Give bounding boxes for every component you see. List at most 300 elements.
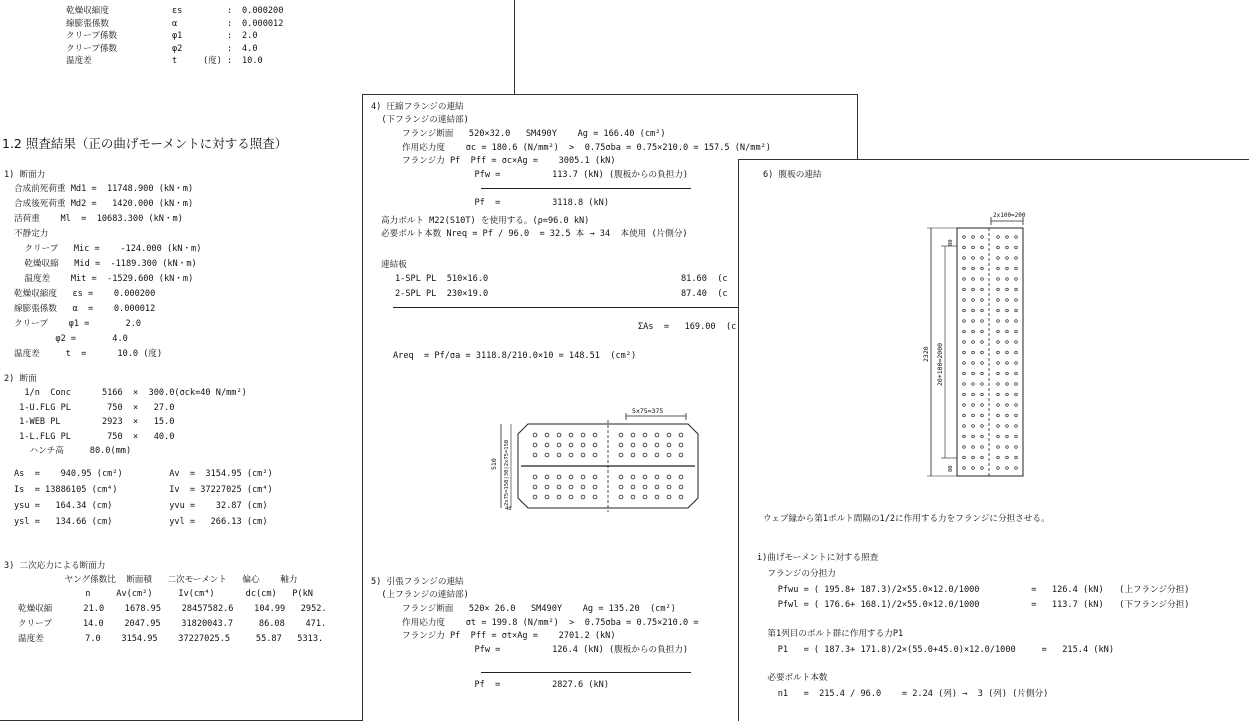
plate-name: 2-SPL PL 230×19.0	[395, 289, 489, 299]
bolt-hole	[972, 320, 975, 323]
compression-flange-sub: (下フランジの連結部)	[371, 115, 469, 125]
bolt-hole	[569, 433, 573, 437]
bolt-hole	[963, 425, 966, 428]
bolt-hole	[963, 362, 966, 365]
bolt-hole	[963, 341, 966, 344]
bolt-hole	[619, 485, 623, 489]
bolt-hole	[972, 267, 975, 270]
tension-flange-line: フランジ力 Pf Pff = σt×Ag = 2701.2 (kN)	[371, 631, 616, 641]
bolt-hole	[981, 351, 984, 354]
bolt-hole	[981, 456, 984, 459]
web-splice-figure	[919, 206, 1039, 488]
bolt-hole	[963, 383, 966, 386]
bolt-hole	[1015, 288, 1018, 291]
bolt-hole	[619, 443, 623, 447]
bolt-hole	[963, 320, 966, 323]
bolt-hole	[1006, 246, 1009, 249]
bolt-hole	[1006, 320, 1009, 323]
bolt-hole	[1015, 267, 1018, 270]
param-symbol: εs	[172, 6, 183, 16]
bolt-hole	[533, 495, 537, 499]
bolt-hole	[963, 414, 966, 417]
bolt-hole	[997, 320, 1000, 323]
bolt-hole	[1015, 467, 1018, 470]
flange-left-dimension-2: 2x75=150|30|2x75=150	[504, 439, 510, 506]
plate-value: 81.60 (c	[681, 274, 728, 284]
force-line: 活荷重 Ml = 10683.300 (kN・m)	[14, 214, 183, 224]
bolt-hole	[557, 495, 561, 499]
param-name: 線膨張係数	[66, 18, 109, 29]
bolt-hole	[1015, 425, 1018, 428]
bolt-hole	[1006, 278, 1009, 281]
bolt-hole	[667, 495, 671, 499]
bolt-hole	[1006, 362, 1009, 365]
bolt-hole	[631, 485, 635, 489]
bolt-hole	[619, 433, 623, 437]
bolt-hole	[1015, 330, 1018, 333]
bolt-hole	[545, 453, 549, 457]
bolt-hole	[981, 467, 984, 470]
bolt-hole	[1015, 341, 1018, 344]
bolt-hole	[1015, 404, 1018, 407]
section-line: ハンチ高 80.0(mm)	[14, 446, 132, 456]
bolt-count-line: n1 = 215.4 / 96.0 = 2.24 (列) → 3 (列) (片側分)	[757, 689, 1049, 699]
section-line: 1-L.FLG PL 750 × 40.0	[14, 431, 175, 442]
bolt-hole	[1006, 456, 1009, 459]
plate-name: 1-SPL PL 510×16.0	[395, 274, 489, 284]
bolt-hole	[545, 485, 549, 489]
bolt-hole	[972, 309, 975, 312]
plate-value: 87.40 (c	[681, 289, 728, 299]
compression-flange-line: 作用応力度 σc = 180.6 (N/mm²) > 0.75σba = 0.75×210.0 = 157.5 (N/mm²)	[371, 142, 771, 153]
bolt-hole	[972, 288, 975, 291]
bolt-hole	[593, 443, 597, 447]
plate-heading: 連結板	[381, 260, 407, 270]
flange-splice-figure	[490, 407, 703, 515]
bolt-hole	[981, 425, 984, 428]
bolt-hole	[997, 456, 1000, 459]
section-title: 1.2 照査結果（正の曲げモーメントに対する照査）	[2, 136, 288, 151]
bolt-hole	[667, 443, 671, 447]
bolt-hole	[981, 446, 984, 449]
bolt-hole	[533, 475, 537, 479]
secondary-row: クリープ 14.0 2047.95 31820043.7 86.08 471.	[18, 619, 327, 629]
bolt-hole	[655, 495, 659, 499]
bolt-hole	[655, 443, 659, 447]
bolt-hole	[981, 372, 984, 375]
bolt-hole	[997, 267, 1000, 270]
bolt-hole	[1006, 288, 1009, 291]
bolt-hole	[997, 257, 1000, 260]
bolt-hole	[997, 278, 1000, 281]
secondary-row: 乾燥収縮 21.0 1678.95 28457582.6 104.99 2952.	[18, 604, 327, 614]
bolt-hole	[593, 453, 597, 457]
param-unit: (度)	[203, 56, 222, 66]
bolt-hole	[963, 467, 966, 470]
pfwu-line: Pfwu = ( 195.8+ 187.3)/2×55.0×12.0/1000 = 126.4 (kN) (上フランジ分担)	[757, 585, 1190, 595]
web-small-bottom-dimension: 80	[948, 465, 954, 472]
bolt-hole	[557, 475, 561, 479]
bolt-hole	[1015, 446, 1018, 449]
bolt-hole	[972, 393, 975, 396]
bolt-hole	[1006, 467, 1009, 470]
bolt-hole	[1015, 393, 1018, 396]
bolt-hole	[667, 475, 671, 479]
bolt-hole	[1006, 446, 1009, 449]
bolt-hole	[1006, 299, 1009, 302]
bolt-hole	[533, 453, 537, 457]
bolt-hole	[972, 257, 975, 260]
web-small-top-dimension: 80	[948, 239, 954, 246]
compression-flange-line: フランジ力 Pf Pff = σc×Ag = 3005.1 (kN)	[371, 156, 616, 166]
bolt-hole	[593, 495, 597, 499]
property-line: Is = 13886105 (cm⁴) Iv = 37227025 (cm⁴)	[14, 485, 273, 495]
bolt-hole	[1006, 351, 1009, 354]
bolt-hole	[1015, 372, 1018, 375]
bending-heading: i)曲げモーメントに対する照査	[757, 553, 879, 563]
bolt-hole	[981, 257, 984, 260]
section-heading: 2) 断面	[4, 374, 37, 384]
bolt-hole	[545, 475, 549, 479]
bolt-hole	[981, 309, 984, 312]
param-colon: :	[227, 18, 233, 29]
bolt-hole	[972, 383, 975, 386]
bolt-hole	[643, 485, 647, 489]
force-line: 線膨張係数 α = 0.000012	[14, 304, 156, 314]
compression-flange-total: Pf = 3118.8 (kN)	[371, 198, 609, 208]
bolt-hole	[981, 435, 984, 438]
bolt-hole	[997, 330, 1000, 333]
pfwl-line: Pfwl = ( 176.6+ 168.1)/2×55.0×12.0/1000 = 113.7 (kN) (下フランジ分担)	[757, 600, 1190, 610]
bolt-hole	[569, 495, 573, 499]
force-line: 温度差 t = 10.0 (度)	[14, 349, 163, 359]
bolt-hole	[981, 236, 984, 239]
param-name: クリープ係数	[66, 43, 118, 54]
bolt-hole	[581, 495, 585, 499]
areq-line: Areq = Pf/σa = 3118.8/210.0×10 = 148.51 (cm²)	[393, 351, 637, 361]
p1-line: P1 = ( 187.3+ 171.8)/2×(55.0+45.0)×12.0/1000 = 215.4 (kN)	[757, 645, 1114, 655]
secondary-table-header-1: ヤング係数比 断面積 二次モーメント 偏心 軸力	[18, 575, 298, 585]
param-symbol: φ1	[172, 31, 183, 41]
bolt-hole	[581, 485, 585, 489]
section-line: 1-U.FLG PL 750 × 27.0	[14, 402, 175, 413]
total-rule	[481, 188, 691, 189]
bolt-hole	[557, 443, 561, 447]
param-name: 温度差	[66, 56, 92, 66]
bolt-hole	[619, 453, 623, 457]
flange-top-dimension: 5x75=375	[632, 407, 664, 415]
compression-flange-line: Pfw = 113.7 (kN) (腹板からの負担力)	[371, 169, 689, 180]
bolt-hole	[963, 446, 966, 449]
bolt-hole	[1015, 236, 1018, 239]
bolt-hole	[655, 453, 659, 457]
bolt-hole	[963, 278, 966, 281]
bolt-hole	[997, 362, 1000, 365]
plate-total: ΣAs = 169.00 (c	[638, 322, 737, 332]
bolt-hole	[972, 414, 975, 417]
bolt-hole	[972, 362, 975, 365]
bolt-hole	[997, 299, 1000, 302]
bolt-hole	[1015, 414, 1018, 417]
bolt-hole	[545, 433, 549, 437]
bolt-hole	[963, 404, 966, 407]
bolt-hole	[631, 433, 635, 437]
bolt-hole	[643, 443, 647, 447]
secondary-table-header-2: n Av(cm²) Iv(cm⁴) dc(cm) P(kN	[18, 589, 313, 599]
bolt-line: 必要ボルト本数 Nreq = Pf / 96.0 = 32.5 本 → 34 本使用 (片側分)	[381, 229, 688, 239]
bolt-hole	[972, 435, 975, 438]
force-line: 温度差 Mit = -1529.600 (kN・m)	[14, 274, 194, 284]
force-line: クリープ Mic = -124.000 (kN・m)	[14, 244, 202, 254]
bolt-hole	[557, 485, 561, 489]
web-splice-heading: 6) 腹板の連結	[763, 170, 822, 180]
bolt-hole	[655, 475, 659, 479]
param-colon: :	[227, 31, 233, 41]
section-line: 1-WEB PL 2923 × 15.0	[14, 417, 175, 427]
bolt-hole	[997, 425, 1000, 428]
bolt-hole	[1006, 309, 1009, 312]
bolt-hole	[667, 485, 671, 489]
bolt-hole	[981, 288, 984, 291]
bolt-hole	[963, 246, 966, 249]
bolt-hole	[1006, 425, 1009, 428]
force-line: 合成前死荷重 Md1 = 11748.900 (kN・m)	[14, 184, 194, 194]
tension-flange-sub: (上フランジの連結部)	[371, 590, 469, 600]
bolt-hole	[643, 433, 647, 437]
bolt-line: 高力ボルト M22(S10T) を使用する。(ρ=96.0 kN)	[381, 216, 590, 226]
bolt-hole	[997, 446, 1000, 449]
bolt-hole	[631, 453, 635, 457]
bolt-hole	[545, 495, 549, 499]
bolt-hole	[1006, 393, 1009, 396]
bolt-hole	[667, 433, 671, 437]
bolt-hole	[963, 393, 966, 396]
bolt-hole	[1015, 456, 1018, 459]
bolt-hole	[997, 309, 1000, 312]
bolt-hole	[593, 485, 597, 489]
bolt-hole	[581, 443, 585, 447]
bolt-hole	[997, 414, 1000, 417]
bolt-hole	[581, 433, 585, 437]
bolt-hole	[997, 467, 1000, 470]
bolt-hole	[643, 495, 647, 499]
bolt-hole	[679, 475, 683, 479]
bolt-hole	[1015, 383, 1018, 386]
bolt-hole	[545, 443, 549, 447]
bolt-hole	[1006, 341, 1009, 344]
bolt-hole	[972, 351, 975, 354]
bolt-hole	[997, 288, 1000, 291]
bolt-hole	[679, 453, 683, 457]
bolt-hole	[972, 467, 975, 470]
bolt-hole	[593, 475, 597, 479]
bolt-hole	[963, 330, 966, 333]
tension-flange-heading: 5) 引張フランジの連結	[371, 577, 464, 587]
bolt-hole	[981, 414, 984, 417]
bolt-hole	[1015, 278, 1018, 281]
bolt-hole	[631, 443, 635, 447]
param-symbol: φ2	[172, 43, 183, 54]
bolt-hole	[981, 393, 984, 396]
param-symbol: α	[172, 18, 178, 29]
bolt-hole	[569, 485, 573, 489]
bolt-hole	[1006, 383, 1009, 386]
tension-flange-total: Pf = 2827.6 (kN)	[371, 680, 609, 690]
bolt-hole	[655, 485, 659, 489]
param-colon: :	[227, 6, 233, 16]
bolt-hole	[981, 320, 984, 323]
flange-left-dimension: 510	[490, 458, 498, 470]
force-line: 乾燥収縮 Mid = -1189.300 (kN・m)	[14, 259, 197, 269]
bolt-hole	[963, 257, 966, 260]
bolt-hole	[581, 475, 585, 479]
bolt-hole	[997, 372, 1000, 375]
tension-total-rule	[481, 672, 691, 673]
bolt-hole	[963, 236, 966, 239]
property-line: ysu = 164.34 (cm) yvu = 32.87 (cm)	[14, 501, 268, 511]
bolt-hole	[981, 341, 984, 344]
param-colon: :	[227, 56, 233, 66]
bolt-hole	[1006, 236, 1009, 239]
page-3	[738, 159, 1249, 721]
bolt-hole	[963, 267, 966, 270]
bolt-hole	[1006, 257, 1009, 260]
param-colon: :	[227, 43, 233, 54]
bolt-hole	[533, 443, 537, 447]
bolt-hole	[533, 433, 537, 437]
force-line: 乾燥収縮度 εs = 0.000200	[14, 289, 156, 299]
bolt-hole	[619, 475, 623, 479]
bolt-hole	[972, 372, 975, 375]
bolt-hole	[963, 456, 966, 459]
bolt-hole	[1015, 246, 1018, 249]
bolt-hole	[981, 383, 984, 386]
bolt-hole	[557, 453, 561, 457]
tension-flange-line: フランジ断面 520× 26.0 SM490Y Ag = 135.20 (cm²)	[371, 604, 676, 614]
compression-flange-heading: 4) 圧縮フランジの連結	[371, 102, 464, 112]
bolt-hole	[1015, 257, 1018, 260]
bolt-hole	[1015, 299, 1018, 302]
bolt-hole	[1006, 267, 1009, 270]
bolt-hole	[679, 495, 683, 499]
bolt-hole	[997, 404, 1000, 407]
bolt-hole	[981, 299, 984, 302]
bolt-hole	[997, 341, 1000, 344]
bolt-hole	[963, 309, 966, 312]
param-value: 0.000200	[242, 6, 284, 16]
bolt-hole	[972, 299, 975, 302]
note: ウェブ縁から第1ボルト間隔の1/2に作用する力をフランジに分担させる。	[763, 514, 1050, 524]
param-value: 10.0	[242, 56, 263, 66]
bolt-hole	[643, 475, 647, 479]
bolt-hole	[569, 453, 573, 457]
bolt-hole	[972, 341, 975, 344]
bolt-hole	[643, 453, 647, 457]
bolt-hole	[981, 404, 984, 407]
param-value: 2.0	[242, 31, 258, 41]
bolt-hole	[679, 485, 683, 489]
web-top-dimension: 2x100=200	[993, 212, 1026, 219]
param-name: クリープ係数	[66, 31, 118, 41]
bolt-hole	[981, 246, 984, 249]
p1-heading: 第1列目のボルト群に作用する力P1	[757, 629, 904, 639]
force-line: 合成後死荷重 Md2 = 1420.000 (kN・m)	[14, 199, 194, 209]
bolt-hole	[972, 425, 975, 428]
bolt-hole	[1006, 414, 1009, 417]
bolt-hole	[963, 288, 966, 291]
bolt-hole	[581, 453, 585, 457]
bolt-hole	[1015, 435, 1018, 438]
tension-flange-line: 作用応力度 σt = 199.8 (N/mm²) > 0.75σba = 0.75×210.0 =	[371, 617, 699, 628]
force-line: 不静定力	[14, 229, 49, 239]
tension-flange-line: Pfw = 126.4 (kN) (腹板からの負担力)	[371, 644, 689, 655]
bolt-hole	[631, 475, 635, 479]
bolt-hole	[963, 351, 966, 354]
bolt-hole	[997, 383, 1000, 386]
bolt-hole	[972, 278, 975, 281]
bolt-hole	[1015, 309, 1018, 312]
bolt-hole	[972, 404, 975, 407]
property-line: As = 940.95 (cm²) Av = 3154.95 (cm²)	[14, 469, 273, 479]
bolt-hole	[997, 393, 1000, 396]
compression-flange-line: フランジ断面 520×32.0 SM490Y Ag = 166.40 (cm²)	[371, 129, 666, 139]
param-value: 0.000012	[242, 18, 284, 29]
bolt-hole	[533, 485, 537, 489]
bolt-hole	[655, 433, 659, 437]
forces-heading: 1) 断面力	[4, 170, 46, 180]
bolt-hole	[1015, 351, 1018, 354]
secondary-row: 温度差 7.0 3154.95 37227025.5 55.87 5313.	[18, 634, 324, 644]
force-line: クリープ φ1 = 2.0	[14, 319, 142, 329]
bolt-hole	[972, 236, 975, 239]
flange-share-heading: フランジの分担力	[757, 569, 836, 579]
bolt-hole	[619, 495, 623, 499]
bolt-hole	[557, 433, 561, 437]
flange-left-small-dimension: 40	[505, 506, 512, 512]
bolt-hole	[997, 435, 1000, 438]
bolt-hole	[1015, 362, 1018, 365]
param-name: 乾燥収縮度	[66, 6, 109, 16]
bolt-count-heading: 必要ボルト本数	[757, 673, 828, 683]
param-value: 4.0	[242, 43, 258, 54]
bolt-hole	[972, 330, 975, 333]
bolt-hole	[963, 299, 966, 302]
bolt-hole	[997, 236, 1000, 239]
section-line: 1/n Conc 5166 × 300.0(σck=40 N/mm²)	[14, 388, 247, 398]
bolt-hole	[981, 362, 984, 365]
bolt-hole	[981, 267, 984, 270]
bolt-hole	[631, 495, 635, 499]
bolt-hole	[1006, 372, 1009, 375]
bolt-hole	[569, 475, 573, 479]
secondary-heading: 3) 二次応力による断面力	[4, 561, 106, 571]
bolt-hole	[679, 443, 683, 447]
bolt-hole	[593, 433, 597, 437]
bolt-hole	[667, 453, 671, 457]
bolt-hole	[963, 435, 966, 438]
web-outer-dimension: 2320	[922, 346, 930, 362]
bolt-hole	[1006, 435, 1009, 438]
bolt-hole	[997, 351, 1000, 354]
bolt-hole	[981, 330, 984, 333]
property-line: ysl = 134.66 (cm) yvl = 266.13 (cm)	[14, 517, 268, 527]
bolt-hole	[1006, 330, 1009, 333]
param-symbol: t	[172, 56, 178, 66]
bolt-hole	[679, 433, 683, 437]
bolt-hole	[997, 246, 1000, 249]
bolt-hole	[972, 446, 975, 449]
bolt-hole	[1015, 320, 1018, 323]
